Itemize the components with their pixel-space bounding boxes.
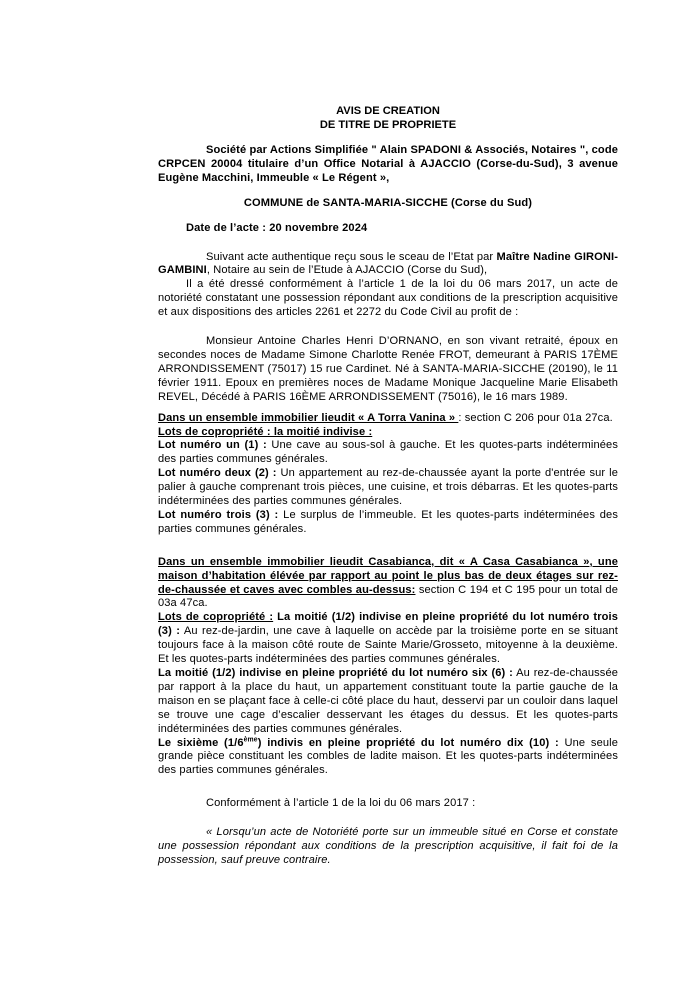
conformement-line: Conformément à l’article 1 de la loi du 06 mars 2017 : bbox=[206, 797, 476, 810]
section-heading-casabianca bbox=[158, 556, 618, 612]
lot-three-text: Au rez-de-jardin, une cave à laquelle on accède par la troisième porte en se situant toujours face à la maison côté route de Sainte Marie/Grosseto, mitoyenne à la deuxième. Et les quotes-parts indéterminées des parties communes générales. bbox=[158, 625, 618, 666]
spacer bbox=[158, 236, 618, 251]
lot-text: Un appartement au rez-de-chaussée ayant la porte d'entrée sur le palier à gauche comprenant trois pièces, une cuisine, et trois débarras. Et les quotes-parts indéterminées des parties communes générales. bbox=[158, 467, 618, 508]
lot-label: Lot numéro un (1) : bbox=[158, 439, 267, 452]
page-title-line-2: DE TITRE DE PROPRIETE bbox=[319, 119, 457, 131]
spacer bbox=[158, 405, 618, 412]
lot-six-text: Au rez-de-chaussée par rapport à la place du haut, un appartement constituant toute la partie gauche de la maison en se plaçant face à celle-ci côté place du haut, desservi par un couloir dans laquel se trouve une cage d’escalier desservant les étages du dessus. Et les quotes-parts indéterminées des parties communes générales. bbox=[158, 667, 618, 735]
torra-vanina-heading-tail: : section C 206 pour 01a 27ca. bbox=[458, 411, 613, 424]
lot-item-six bbox=[158, 667, 618, 737]
lot-item-ten bbox=[158, 737, 618, 779]
lot-text: Le surplus de l’immeuble. Et les quotes-parts indéterminées des parties communes générales. bbox=[158, 508, 618, 535]
spacer bbox=[158, 186, 618, 197]
notary-name: Maître Nadine GIRONI-GAMBINI bbox=[158, 250, 618, 277]
lot-item bbox=[158, 439, 618, 467]
lot-ten-label-superscript: ème bbox=[243, 735, 258, 743]
lot-ten-text: Une seule grande pièce constituant les combles de ladite maison. Et les quotes-parts indéterminées des parties communes générales. bbox=[158, 736, 618, 777]
paragraph-suivant-acte bbox=[158, 251, 618, 279]
law-quote-paragraph: « Lorsqu’un acte de Notoriété porte sur un immeuble situé en Corse et constate une possession répondant aux conditions de la prescription acquisitive, il fait foi de la possession, sauf preuve contraire. bbox=[158, 826, 618, 866]
spacer bbox=[158, 537, 618, 556]
spacer bbox=[158, 211, 618, 222]
casabianca-lots-heading-lot-three bbox=[158, 611, 618, 667]
lot-six-label: La moitié (1/2) indivise en pleine propriété du lot numéro six (6) : bbox=[158, 667, 513, 679]
lot-three-label: La moitié (1/2) indivise en pleine propriété du lot numéro trois (3) : bbox=[158, 611, 618, 638]
act-date-line: Date de l’acte : 20 novembre 2024 bbox=[186, 221, 368, 234]
lot-item bbox=[158, 509, 618, 537]
torra-vanina-heading-underlined: Dans un ensemble immobilier lieudit « A Torra Vanina » bbox=[158, 411, 459, 424]
torra-vanina-lots-heading: Lots de copropriété : la moitié indivise : bbox=[158, 425, 373, 438]
spacer bbox=[158, 320, 618, 335]
paragraph-acte-dresse: Il a été dressé conformément à l’article 1 de la loi du 06 mars 2017, un acte de notoriété constatant une possession répondant aux conditions de la prescription acquisitive et aux dispositions des articles 2261 et 2272 du Code Civil au profit de : bbox=[158, 278, 618, 319]
lot-label: Lot numéro trois (3) : bbox=[158, 508, 279, 521]
lot-text: Une cave au sous-sol à gauche. Et les quotes-parts indéterminées des parties communes générales. bbox=[158, 439, 618, 466]
lot-ten-label-post: ) indivis en pleine propriété du lot numéro dix (10) : bbox=[257, 736, 559, 749]
spacer bbox=[158, 132, 618, 144]
section-heading-torra-vanina bbox=[158, 412, 618, 426]
suivant-tail: , Notaire au sein de l’Etude à AJACCIO (Corse du Sud), bbox=[206, 264, 488, 277]
notary-office-block: Société par Actions Simplifiée " Alain SPADONI & Associés, Notaires ", code CRPCEN 20004 titulaire d’un Office Notarial à AJACCIO (Corse-du-Sud), 3 avenue Eugène Macchini, Immeuble « Le Régent », bbox=[158, 144, 618, 184]
lots-copropriete-label: Lots de copropriété : bbox=[158, 611, 274, 624]
lot-ten-label-pre: Le sixième (1/6 bbox=[158, 736, 244, 749]
spacer bbox=[158, 778, 618, 797]
document-content bbox=[158, 104, 618, 868]
commune-line: COMMUNE de SANTA-MARIA-SICCHE (Corse du Sud) bbox=[243, 196, 533, 209]
lot-item bbox=[158, 467, 618, 509]
casabianca-heading-tail: section C 194 et C 195 pour un total de 03a 47ca. bbox=[158, 583, 618, 610]
page-title-line-1: AVIS DE CREATION bbox=[336, 105, 440, 117]
lot-label: Lot numéro deux (2) : bbox=[158, 467, 277, 480]
paragraph-beneficiary-ornano: Monsieur Antoine Charles Henri D’ORNANO, en son vivant retraité, époux en secondes noces de Madame Simone Charlotte Renée FROT, demeurant à PARIS 17ÈME ARRONDISSEMENT (75017) 15 rue Cardinet. Né à SANTA-MARIA-SICCHE (20190), le 11 février 1911. Epoux en premières noces de Madame Monique Jacqueline Marie Elisabeth REVEL, Décédé à PARIS 16ÈME ARRONDISSEMENT (75016), le 16 mars 1989. bbox=[158, 335, 618, 403]
suivant-lead: Suivant acte authentique reçu sous le sceau de l’Etat par bbox=[206, 250, 497, 263]
spacer bbox=[158, 811, 618, 826]
casabianca-heading-underlined: Dans un ensemble immobilier lieudit Casabianca, dit « A Casa Casabianca », une maison d’habitation élévée par rapport au point le plus bas de deux étages sur rez-de-chaussée et caves avec combles au-dessus: bbox=[158, 555, 618, 596]
